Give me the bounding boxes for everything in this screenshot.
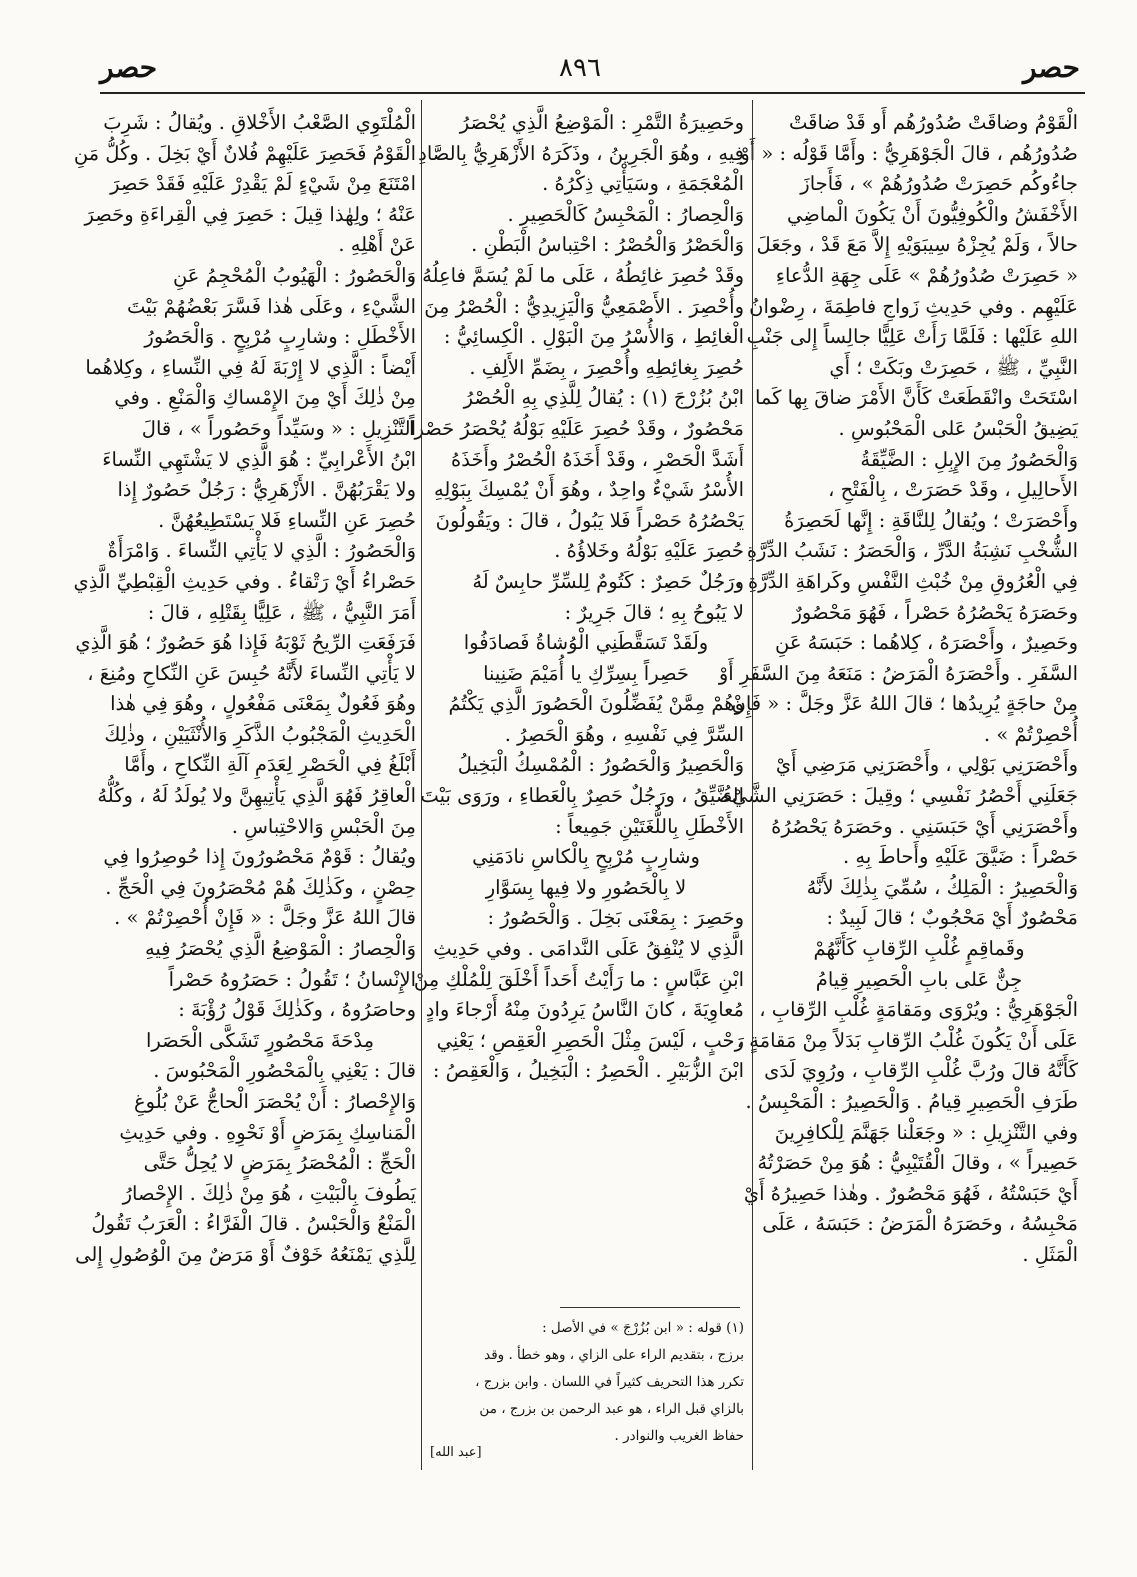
text-line: الأُسْرُ شَيْءٌ واحِدٌ ، وهُوَ أَنْ يُمْسِكَ بِبَوْلِهِ <box>433 478 744 502</box>
text-line: جَعَلَنِي أَحْصُرُ نَفْسِي ؛ وقِيلَ : حَصَرَنِي الشَّيْءُ <box>722 784 1078 808</box>
text-line: لِلَّذِي يَمْنَعُهُ خَوْفٌ أَوْ مَرَضٌ مِنَ الْوُصُولِ إِلى <box>75 1242 416 1266</box>
text-line: وهُوَ فَعُولٌ بِمَعْنَى مَفْعُولٍ ، وهُوَ فِي هٰذا <box>110 692 416 716</box>
text-line: الضَّيِّقُ ، ورَجُلٌ حَصِرٌ بِالْعَطاءِ ، ورَوَى بَيْتَ <box>420 784 744 808</box>
text-line: أَمَرَ النَّبِيُّ ، ﷺ ، عَلِيًّا بِقَتْلِهِ ، قالَ : <box>147 600 416 624</box>
text-line: اسْتَحَتْ وانْقَطَعَتْ كَأَنَّ الأَمْرَ ضاقَ بِها كَما <box>754 386 1078 410</box>
text-line: الأَخْطَلِ بِاللُّغَتَيْنِ جَمِيعاً : <box>555 814 744 838</box>
text-line: لا بِالْحَصُورِ ولا فِيها بِسَوَّارِ <box>485 875 687 899</box>
text-line: برزج ، بتقديم الراء على الزاي ، وهو خطأ . وقد <box>484 1347 744 1363</box>
text-line: أَبْلَغُ فِي الْحَصْرِ لِعَدَمِ آلَةِ النِّكاحِ ، وأَمَّا <box>124 753 416 777</box>
text-line: حَصْراءُ أَيْ رَتْقاءُ . وفي حَدِيثِ الْقِبْطِيِّ الَّذِي <box>73 569 416 593</box>
text-line: وأَحْصَرَنِي أَيْ حَبَسَنِي . وحَصَرَهُ يَحْصُرُهُ <box>771 814 1078 838</box>
text-line: ابْنِ عَبَّاسٍ : ما رَأَيْتُ أَحَداً أَخْلَقَ لِلْمُلْكِ مِنْ <box>413 967 744 991</box>
text-line: مِنْ حاجَةٍ يُرِيدُها ؛ قالَ اللهُ عَزَّ وجَلَّ : « فَإِنْ <box>731 692 1078 716</box>
text-line: عَنْ أَهْلِهِ . <box>338 233 416 257</box>
text-line: جِنٌّ عَلى بابِ الْحَصِيرِ قِيامُ <box>815 967 1023 991</box>
text-line: وقَدْ حُصِرَ غائِطُهُ ، عَلَى ما لَمْ يُسَمَّ فاعِلُهُ ، <box>409 263 744 287</box>
text-line: مَحْصُورٌ أَيْ مَحْجُوبٌ ؛ قالَ لَبِيدٌ : <box>826 906 1078 930</box>
text-line: يَضِيقُ الْحَبْسُ عَلى الْمَحْبُوسِ . <box>838 416 1078 440</box>
column-middle <box>409 108 744 1468</box>
text-line: السِّرَّ فِي نَفْسِهِ ، وهُوَ الْحَصِرُ . <box>504 722 744 746</box>
column-divider-left <box>421 100 422 1470</box>
column-divider-right <box>752 100 753 1470</box>
text-line: ورَجُلٌ حَصِرٌ : كَتُومٌ لِلسِّرِّ حابِسٌ لَهُ <box>472 569 744 593</box>
text-line: « حَصِرَتْ صُدُورُهُمْ » عَلَى جِهَةِ الدُّعاءِ <box>775 263 1078 287</box>
text-line: امْتَنَعَ مِنْ شَيْءٍ لَمْ يَقْدِرْ عَلَيْهِ فَقَدْ حَصِرَ <box>110 172 416 196</box>
text-line: وَالْحِصارُ : الْمَحْبِسُ كَالْحَصِيرِ . <box>507 202 744 226</box>
text-line: بالزاي قبل الراء ، هو عبد الرحمن بن بزرج ، من <box>479 1401 744 1417</box>
page-header <box>80 50 1080 86</box>
text-line: وَالْحَصُورُ مِنَ الإِبِلِ : الضَّيِّقَةُ <box>860 447 1078 471</box>
text-line: رَحْبٍ ، لَيْسَ مِثْلَ الْحَصِرِ الْعَقِصِ ؛ يَعْنِي <box>436 1028 744 1052</box>
text-line: وقَماقِمٍ غُلْبِ الرِّقابِ كَأَنَّهُمْ <box>813 937 1025 961</box>
text-line: الْعاقِرُ فَهُوَ الَّذِي يَأْتِيهِنَّ ولا يُولَدُ لَهُ ، وكُلُّهُ <box>97 784 416 808</box>
text-line: عَنْهُ ؛ ولِهٰذا قِيلَ : حَصِرَ فِي الْقِراءَةِ وحَصِرَ <box>84 202 416 226</box>
text-line: النَّبِيِّ ، ﷺ ، حَصِرَتْ وبَكَتْ ؛ أَي <box>829 355 1078 379</box>
text-line: وَالْحَصُورُ : الَّذِي لا يَأْتِي النِّساءَ . وَامْرَأَةٌ <box>107 539 416 563</box>
text-line: لا يَبُوحُ بِهِ ؛ قالَ جَرِيرٌ : <box>564 600 744 624</box>
text-line: حفاظ الغريب والنوادر . <box>614 1428 744 1444</box>
editor-signature: [عبد الله] <box>430 1445 482 1460</box>
text-line: مُعاوِيَةَ ، كانَ النَّاسُ يَرِدُونَ مِنْهُ أَرْجاءَ وادٍ <box>425 998 744 1022</box>
text-line: فِيهِ ، وهُوَ الْجَرِينُ ، وذَكَرَهُ الأَزْهَرِيُّ بِالصَّادِ <box>418 141 744 165</box>
text-line: الْمُعْجَمَةِ ، وسَيَأْتِي ذِكْرُهُ . <box>542 172 744 196</box>
text-line: الأَخْفَشُ والْكُوفِيُّونَ أَنْ يَكُونَ الْماضِي <box>786 202 1078 226</box>
text-line: الَّذِي لا يُنْفِقُ عَلَى النَّدامَى . وفي حَدِيثِ <box>433 937 744 961</box>
text-line: لا يَأْتِي النِّساءَ لأَنَّهُ حُبِسَ عَنِ النِّكاحِ ومُنِعَ ، <box>87 661 416 685</box>
text-line: الْغائِطِ ، وَالأُسْرُ مِنَ الْبَوْلِ . الْكِسائِيُّ : <box>443 325 744 349</box>
text-line: وَالإِحْصارُ : أَنْ يُحْصَرَ الْحاجُّ عَنْ بُلُوغِ <box>133 1090 416 1113</box>
text-line: حَصِيراً » ، وقالَ الْقُتَيْبِيُّ : هُوَ مِنْ حَصَرْتُهُ <box>757 1151 1078 1175</box>
text-line: الإِنْسانُ ؛ تَقُولُ : حَصَرُوهُ حَصْراً <box>168 967 416 991</box>
text-line: عَلَى أَنْ يَكُونَ غُلْبُ الرِّقابِ بَدَلاً مِنْ مَقامَةٍ ، <box>736 1028 1078 1052</box>
text-line: الْحَدِيثِ الْمَجْبُوبُ الذَّكَرِ وَالأُنْثَيَيْنِ ، وذٰلِكَ <box>104 722 416 746</box>
text-line: وفي التَّنْزِيلِ : « وجَعَلْنا جَهَنَّمَ لِلْكافِرِينَ <box>774 1120 1078 1144</box>
text-line: وَالْحَصِيرُ وَالْحَصُورُ : الْمُمْسِكُ الْبَخِيلُ <box>457 753 744 777</box>
text-line: الْمَنْعُ وَالْحَبْسُ . قالَ الْفَرَّاءُ : الْعَرَبُ تَقُولُ <box>91 1212 416 1236</box>
text-line: الْمَناسِكِ بِمَرَضٍ أَوْ نَحْوِهِ . وفي حَدِيثِ <box>119 1120 416 1144</box>
text-line: أُحْصِرْتُمْ » . <box>983 722 1078 746</box>
text-line: وحاصَرُوهُ ، وكَذٰلِكَ قَوْلُ رُؤْبَةَ : <box>178 998 416 1022</box>
text-line: الْمُلْتَوِي الصَّعْبُ الأَخْلاقِ . ويُقالُ : شَرِبَ <box>103 111 416 134</box>
text-line: وأَحْصَرَنِي بَوْلِي ، وأَحْصَرَنِي مَرَضِي أَيْ <box>775 753 1078 777</box>
page-number: ٨٩٦ <box>559 53 601 83</box>
text-line: يَحْصُرُهُ حَصْراً فَلا يَبُولُ ، قالَ : ويَقُولُونَ <box>435 508 744 532</box>
text-line: وحَصِيرَةُ التَّمْرِ : الْمَوْضِعُ الَّذِي يُحْصَرُ <box>459 111 744 134</box>
text-line: ولا يَقْرَبُهُنَّ . الأَزْهَرِيُّ : رَجُلٌ حَصُورٌ إِذا <box>117 478 416 502</box>
text-line: (١) قوله : « ابن بُزُرْجَ » في الأصل : <box>542 1320 744 1336</box>
text-line: وشارِبٍ مُرْبِحٍ بِالْكاسِ نادَمَنِي <box>472 845 700 869</box>
text-line: السَّفَرِ . وأَحْصَرَهُ الْمَرَضُ : مَنَعَهُ مِنَ السَّفَرِ أَوْ <box>718 661 1078 685</box>
text-line: حُصِرَ عَنِ النِّساءِ فَلا يَسْتَطِيعُهُنَّ . <box>158 508 416 532</box>
text-line: مَحْصُورٌ ، وقَدْ حُصِرَ عَلَيْهِ بَوْلُهُ يُحْصَرُ حَصْراً <box>409 416 744 440</box>
text-line: قالَ : يَعْنِي بِالْمَحْصُورِ الْمَحْبُوسَ . <box>153 1059 416 1083</box>
text-line: كَأَنَّهُ قالَ ورُبَّ غُلْبِ الرِّقابِ ، ورُوِيَ لَدَى <box>764 1059 1078 1083</box>
text-line: وهُمْ مِمَّنْ يُفَضِّلُونَ الْحَصُورَ الَّذِي يَكْتُمُ <box>448 692 744 716</box>
text-line: فَرَفَعَتِ الرِّيحُ ثَوْبَهُ فَإِذا هُوَ حَصُورٌ ؛ هُوَ الَّذِي <box>75 631 416 655</box>
text-line: طَرَفِ الْحَصِيرِ قِيامُ . وَالْحَصِيرُ : الْمَحْبِسُ . <box>745 1090 1078 1113</box>
text-line: مِدْحَةَ مَحْصُورٍ تَشَكَّى الْحَصَرا <box>145 1028 375 1052</box>
footnote-rule <box>560 1307 740 1308</box>
text-line: أَيْضاً : الَّذِي لا إِرْبَةَ لَهُ فِي النِّساءِ ، وكِلاهُما <box>85 355 416 379</box>
text-line: حُصِرَ بِغائِطِهِ وأُحْصِرَ ، بِضَمِّ الأَلِفِ . <box>469 355 744 379</box>
text-line: ابْنُ الأَعْرابِيِّ : هُوَ الَّذِي لا يَشْتَهِي النِّساءَ <box>102 447 416 471</box>
text-line: مِنَ الْحَبْسِ وَالاحْتِباسِ . <box>231 814 416 838</box>
text-line: حَصْراً : ضَيَّقَ عَلَيْهِ وأَحاطَ بِهِ . <box>843 845 1078 869</box>
text-line: الْجَوْهَرِيُّ : ويُرْوَى ومَقامَةٍ غُلْبِ الرِّقابِ ، <box>759 998 1078 1022</box>
text-line: وأَحْصَرَتْ ؛ ويُقالُ لِلنَّاقَةِ : إِنَّها لَحَصِرَةُ <box>784 508 1078 532</box>
text-line: فِي الْعُرُوقِ مِنْ خُبْثِ النَّفْسِ وكَراهَةِ الدِّرَّةِ ، <box>735 569 1078 593</box>
text-line: ابْنُ بُزُرْجَ (١) : يُقالُ لِلَّذِي بِهِ الْحُصْرُ <box>463 386 744 410</box>
footnote <box>428 1315 744 1450</box>
text-line: الأَخْطَلِ : وشارِبٍ مُرْبِحٍ . وَالْحَصُورُ <box>144 325 416 349</box>
header-rule <box>100 92 1085 94</box>
text-line: حالاً ، وَلَمْ يُجِزْهُ سِيبَوَيْهِ إِلاَّ مَعَ قَدْ ، وجَعَلَ <box>756 233 1078 257</box>
text-line: اللهِ عَلَيْها : فَلَمَّا رَأَتْ عَلِيًّا جالِساً إِلى جَنْبِ <box>746 325 1078 349</box>
text-line: قالَ اللهُ عَزَّ وجَلَّ : « فَإِنْ أُحْصِرْتُمْ » . <box>114 906 416 930</box>
text-line: وأُحْصِرَ . الأَصْمَعِيُّ وَالْيَزِيدِيُّ : الْحُصْرُ مِنَ <box>424 294 744 318</box>
text-line: وحَصَرَهُ يَحْصُرُهُ حَصْراً ، فَهُوَ مَحْصُورٌ <box>792 600 1078 624</box>
text-line: وَالْحَصْرُ وَالْحُصْرُ : احْتِباسُ الْبَطْنِ . <box>471 233 744 257</box>
text-line: مِنْ ذٰلِكَ أَيْ مِنَ الإِمْساكِ وَالْمَنْعِ . وفي <box>114 386 416 410</box>
text-line: وَالْحِصارُ : الْمَوْضِعُ الَّذِي يُحْصَرُ فِيهِ <box>144 937 416 961</box>
text-line: الشُّخْبِ نَشِبَةُ الدَّرِّ ، وَالْحَصَرُ : نَشَبُ الدِّرَّةِ <box>746 539 1078 563</box>
text-line: وحَصِيرٌ ، وأَحْصَرَهُ ، كِلاهُما : حَبَسَهُ عَنِ <box>774 631 1078 655</box>
text-line: وحَصِرَ : بِمَعْنَى بَخِلَ . وَالْحَصُورُ : <box>487 906 744 930</box>
text-line: الشَّيْءِ ، وعَلَى هٰذا فَسَّرَ بَعْضُهُمْ بَيْتَ <box>126 294 416 318</box>
text-line: مَحْبِسُهُ ، وحَصَرَهُ الْمَرَضُ : حَبَسَهُ ، عَلَى <box>762 1212 1078 1236</box>
text-line: جاءُوكُم حَصِرَتْ صُدُورُهُمْ » ، فَأَجازَ <box>800 172 1078 196</box>
running-head-right: حصر <box>1022 51 1080 84</box>
running-head-left: حصر <box>100 51 158 84</box>
text-line: الأَحالِيلِ ، وقَدْ حَصَرَتْ ، بِالْفَتْحِ ، <box>828 478 1078 502</box>
text-line: يَطُوفَ بِالْبَيْتِ ، هُوَ مِنْ ذٰلِكَ . الإِحْصارُ <box>122 1181 416 1205</box>
text-line: أَشَدَّ الْحَصْرِ ، وقَدْ أَخَذَهُ الْحُصْرُ وأَخَذَهُ <box>451 447 744 471</box>
text-line: الْمَثَلِ . <box>1022 1242 1078 1266</box>
text-line: صُدُورُهُم ، قالَ الْجَوْهَرِيُّ : وأَمَّا قَوْلُه : « أَوْ <box>740 141 1078 165</box>
text-line: الْقَوْمُ فَحَصِرَ عَلَيْهِمْ فُلانٌ أَيْ بَخِلَ . وكُلُّ مَنِ <box>73 141 416 165</box>
text-line: ابْنَ الزُّبَيْرِ . الْحَصِرُ : الْبَخِيلُ ، وَالْعَقِصُ : <box>432 1059 744 1083</box>
text-line: تكرر هذا التحريف كثيراً في اللسان . وابن بزرج ، <box>475 1374 744 1390</box>
text-line: ولَقَدْ تَسَقَّطَنِي الْوُشاةُ فَصادَفُوا <box>463 631 709 655</box>
text-line: حَصِراً بِسِرِّكِ يا أُمَيْمَ ضَنِينا <box>483 661 689 685</box>
text-line: ويُقالُ : قَوْمٌ مَحْصُورُونَ إِذا حُوصِرُوا فِي <box>103 845 416 869</box>
text-line: حِصْنٍ ، وكَذٰلِكَ هُمْ مُحْصَرُونَ فِي الْحَجِّ . <box>105 875 416 899</box>
text-line: الْحَجِّ : الْمُحْصَرُ بِمَرَضٍ لا يُحِلُّ حَتَّى <box>143 1151 416 1175</box>
text-line: عَلَيْهِم . وفي حَدِيثِ زَواجِ فاطِمَةَ ، رِضْوانُ <box>749 294 1078 318</box>
column-left <box>73 108 416 1488</box>
text-line: حُصِرَ عَلَيْهِ بَوْلُهُ وخَلاؤُهُ . <box>554 539 744 563</box>
text-line: التَّنْزِيلِ : « وسَيِّداً وحَصُوراً » ، قالَ <box>141 416 416 440</box>
text-line: وَالْحَصِيرُ : الْمَلِكُ ، سُمِّيَ بِذٰلِكَ لأَنَّهُ <box>806 875 1078 899</box>
text-line: أَيْ حَبَسْتُهُ ، فَهُوَ مَحْصُورٌ . وهٰذا حَصِيرُهُ أَيْ <box>743 1181 1078 1205</box>
column-right <box>718 108 1078 1468</box>
text-line: وَالْحَصُورُ : الْهَيُوبُ الْمُحْجِمُ عَنِ <box>172 263 416 287</box>
text-line: الْقَوْمُ وضاقَتْ صُدُورُهُم أَو قَدْ ضاقَتْ <box>789 111 1078 134</box>
